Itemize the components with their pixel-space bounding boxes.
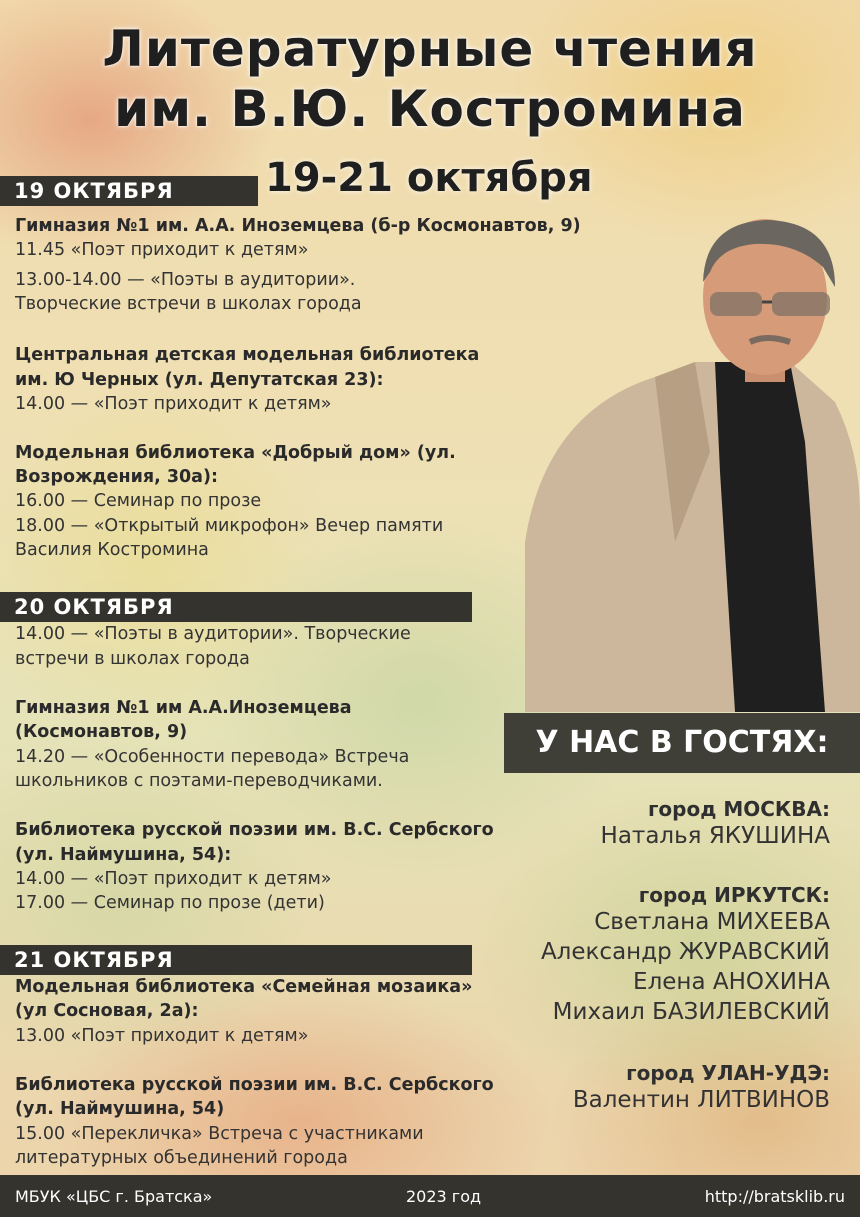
footer xyxy=(0,1175,860,1217)
guest-name: Наталья ЯКУШИНА xyxy=(600,823,830,849)
day3-line-3: литературных объединений города xyxy=(15,1148,348,1168)
day1-venue-3b: Возрождения, 30а): xyxy=(15,467,218,487)
day1-venue-2: Центральная детская модельная библиотека xyxy=(15,345,480,365)
day2-line-5: 14.00 — «Поэт приходит к детям» xyxy=(15,869,332,889)
day2-venue-2b: (ул. Наймушина, 54): xyxy=(15,845,232,865)
guest-name: Елена АНОХИНА xyxy=(633,969,830,995)
city-ulan-ude: город УЛАН-УДЭ: xyxy=(626,1061,830,1085)
day1-line-7: Василия Костромина xyxy=(15,540,209,560)
day1-line-3: Творческие встречи в школах города xyxy=(15,294,362,314)
day2-line-6: 17.00 — Семинар по прозе (дети) xyxy=(15,893,325,913)
day-header-19: 19 ОКТЯБРЯ xyxy=(0,176,258,206)
day2-line-4: школьников с поэтами-переводчиками. xyxy=(15,771,383,791)
day1-line-2: 13.00-14.00 — «Поэты в аудитории». xyxy=(15,270,356,290)
day1-venue-3: Модельная библиотека «Добрый дом» (ул. xyxy=(15,443,456,463)
day1-line-1: 11.45 «Поэт приходит к детям» xyxy=(15,240,309,260)
event-dates: 19-21 октября xyxy=(265,155,593,201)
day2-line-2: встречи в школах города xyxy=(15,649,250,669)
day1-line-5: 16.00 — Семинар по прозе xyxy=(15,491,262,511)
day3-venue-1b: (ул Сосновая, 2а): xyxy=(15,1001,199,1021)
footer-url[interactable]: http://bratsklib.ru xyxy=(704,1187,845,1206)
day3-line-2: 15.00 «Перекличка» Встреча с участниками xyxy=(15,1124,424,1144)
title-line-2: им. В.Ю. Костромина xyxy=(114,80,746,138)
day1-venue-2b: им. Ю Черных (ул. Депутатская 23): xyxy=(15,370,384,390)
day3-venue-2b: (ул. Наймушина, 54) xyxy=(15,1099,225,1119)
title-line-1: Литературные чтения xyxy=(102,20,758,78)
city-moscow: город МОСКВА: xyxy=(647,797,830,821)
day2-line-3: 14.20 — «Особенности перевода» Встреча xyxy=(15,747,410,767)
footer-year: 2023 год xyxy=(406,1187,482,1206)
day2-venue-1: Гимназия №1 им А.А.Иноземцева xyxy=(15,698,352,718)
guest-name: Светлана МИХЕЕВА xyxy=(594,909,830,935)
day3-line-1: 13.00 «Поэт приходит к детям» xyxy=(15,1026,309,1046)
day1-line-4: 14.00 — «Поэт приходит к детям» xyxy=(15,394,332,414)
guest-name: Михаил БАЗИЛЕВСКИЙ xyxy=(552,999,830,1025)
guests-heading: У НАС В ГОСТЯХ: xyxy=(504,713,860,773)
city-irkutsk: город ИРКУТСК: xyxy=(638,883,830,907)
guest-name: Александр ЖУРАВСКИЙ xyxy=(540,939,830,965)
day1-line-6: 18.00 — «Открытый микрофон» Вечер памяти xyxy=(15,516,444,536)
day2-venue-2: Библиотека русской поэзии им. В.С. Сербского xyxy=(15,820,494,840)
guest-name: Валентин ЛИТВИНОВ xyxy=(572,1087,830,1113)
day3-venue-1: Модельная библиотека «Семейная мозаика» xyxy=(15,977,473,997)
day2-line-1: 14.00 — «Поэты в аудитории». Творческие xyxy=(15,624,411,644)
footer-org: МБУК «ЦБС г. Братска» xyxy=(15,1187,213,1206)
portrait-photo xyxy=(505,212,860,712)
day1-venue-1: Гимназия №1 им. А.А. Иноземцева (б-р Космонавтов, 9) xyxy=(15,216,581,236)
day2-venue-1b: (Космонавтов, 9) xyxy=(15,722,188,742)
day3-venue-2: Библиотека русской поэзии им. В.С. Сербского xyxy=(15,1075,494,1095)
day-header-20: 20 ОКТЯБРЯ xyxy=(0,592,472,622)
day-header-21: 21 ОКТЯБРЯ xyxy=(0,945,472,975)
